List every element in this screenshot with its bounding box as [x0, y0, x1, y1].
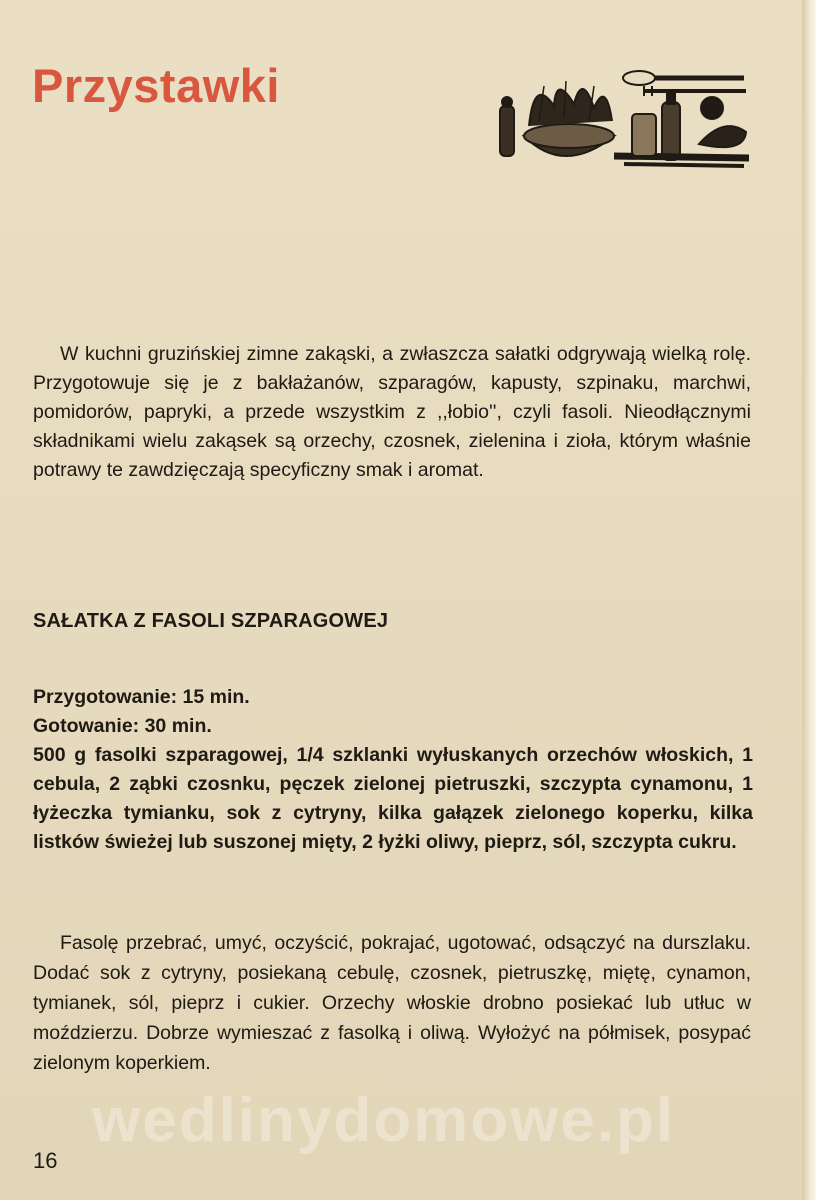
section-title: Przystawki	[32, 59, 280, 112]
intro-paragraph: W kuchni gruzińskiej zimne zakąski, a zwłaszcza sałatki odgrywają wielką rolę. Przygotowuje się je z bakłażanów, szparagów, kapusty, szpinaku, marchwi, pomidorów, papryki, a przede wszystkim z ,,łobio'', czyli fasoli. Nieodłącznymi składnikami wielu zakąsek są orzechy, czosnek, zielenina i zioła, którym właśnie potrawy te zawdzięczają specyficzny smak i aromat.	[33, 343, 751, 481]
recipe-meta	[33, 683, 753, 857]
vegetables-and-cutlery-illustration-icon	[494, 66, 754, 172]
watermark: wedlinydomowe.pl	[92, 1086, 676, 1155]
page-number: 16	[33, 1148, 58, 1173]
page-edge	[802, 0, 816, 1200]
recipe-title: SAŁATKA Z FASOLI SZPARAGOWEJ	[33, 610, 389, 632]
method-paragraph: Fasolę przebrać, umyć, oczyścić, pokrajać, ugotować, odsączyć na durszlaku. Dodać sok z cytryny, posiekaną cebulę, czosnek, pietruszkę, miętę, cynamon, tymianek, sól, pieprz i cukier. Orzechy włoskie drobno posiekać lub utłuc w moździerzu. Dobrze wymieszać z fasolką i oliwą. Wyłożyć na półmisek, posypać zielonym koperkiem.	[33, 932, 751, 1074]
ingredients-list: 500 g fasolki szparagowej, 1/4 szklanki wyłuskanych orzechów włoskich, 1 cebula, 2 ząbki czosnku, pęczek zielonej pietruszki, szczypta cynamonu, 1 łyżeczka tymianku, sok z cytryny, kilka gałązek zielonego koperku, kilka listków świeżej lub suszonej mięty, 2 łyżki oliwy, pieprz, sól, szczypta cukru.	[33, 744, 753, 853]
prep-time: Przygotowanie: 15 min.	[33, 686, 250, 708]
cook-time: Gotowanie: 30 min.	[33, 715, 212, 737]
